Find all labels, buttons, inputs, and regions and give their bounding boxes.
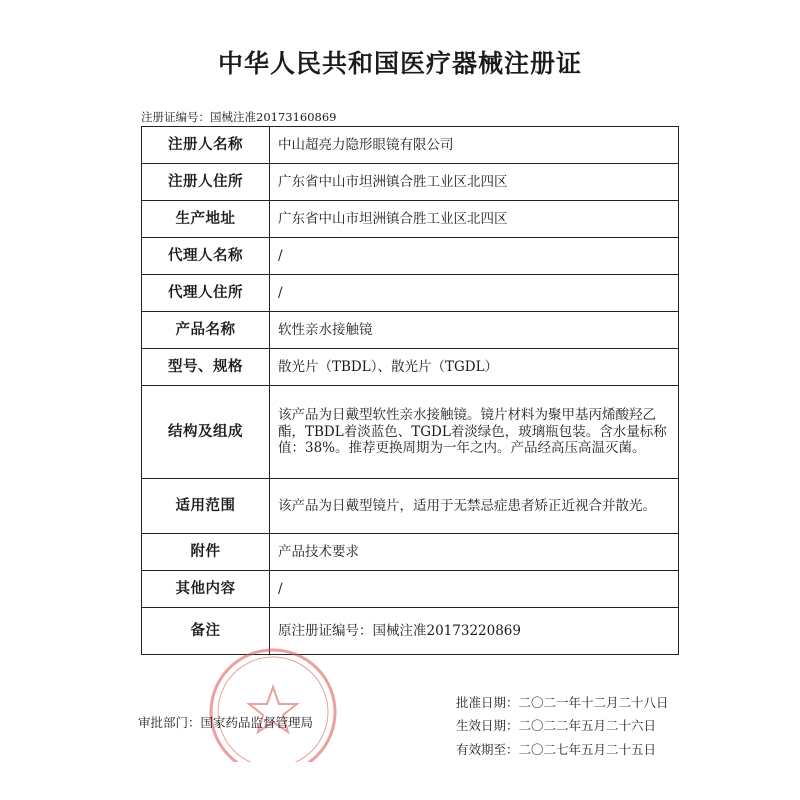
registration-number-text: 注册证编号：国械注准20173160869 bbox=[141, 110, 337, 124]
approval-date: 批准日期：二〇二一年十二月二十八日 bbox=[456, 695, 669, 710]
certificate-table bbox=[141, 126, 679, 655]
effective-date: 生效日期：二〇二二年五月二十六日 bbox=[456, 718, 657, 733]
row-label: 适用范围 bbox=[142, 479, 270, 534]
table-row bbox=[142, 164, 679, 201]
row-label: 备注 bbox=[142, 608, 270, 655]
row-value: 原注册证编号：国械注准20173220869 bbox=[270, 608, 679, 655]
row-label: 型号、规格 bbox=[142, 349, 270, 386]
table-row bbox=[142, 201, 679, 238]
table-row bbox=[142, 479, 679, 534]
row-value: 该产品为日戴型软性亲水接触镜。镜片材料为聚甲基丙烯酸羟乙酯，TBDL着淡蓝色、TGDL着淡绿色，玻璃瓶包装。含水量标称值：38%。推荐更换周期为一年之内。产品经高压高温灭菌。 bbox=[270, 386, 679, 479]
row-label: 附件 bbox=[142, 534, 270, 571]
table-row bbox=[142, 386, 679, 479]
table-row bbox=[142, 312, 679, 349]
expiry-date: 有效期至：二〇二七年五月二十五日 bbox=[456, 742, 657, 757]
row-value: / bbox=[270, 238, 679, 275]
table-row bbox=[142, 608, 679, 655]
row-label: 生产地址 bbox=[142, 201, 270, 238]
approving-department: 审批部门：国家药品监督管理局 bbox=[138, 715, 314, 730]
row-value: 中山超亮力隐形眼镜有限公司 bbox=[270, 127, 679, 164]
row-label: 代理人住所 bbox=[142, 275, 270, 312]
document-title: 中华人民共和国医疗器械注册证 bbox=[217, 49, 582, 78]
row-value: 该产品为日戴型镜片，适用于无禁忌症患者矫正近视合并散光。 bbox=[270, 479, 679, 534]
row-value: / bbox=[270, 571, 679, 608]
table-row bbox=[142, 238, 679, 275]
row-label: 注册人住所 bbox=[142, 164, 270, 201]
row-value: 软性亲水接触镜 bbox=[270, 312, 679, 349]
row-value: 广东省中山市坦洲镇合胜工业区北四区 bbox=[270, 164, 679, 201]
row-label: 注册人名称 bbox=[142, 127, 270, 164]
table-row bbox=[142, 275, 679, 312]
row-value: 产品技术要求 bbox=[270, 534, 679, 571]
table-row bbox=[142, 534, 679, 571]
row-label: 其他内容 bbox=[142, 571, 270, 608]
row-value: 广东省中山市坦洲镇合胜工业区北四区 bbox=[270, 201, 679, 238]
table-row bbox=[142, 127, 679, 164]
row-value: / bbox=[270, 275, 679, 312]
row-label: 结构及组成 bbox=[142, 386, 270, 479]
table-row bbox=[142, 571, 679, 608]
row-label: 产品名称 bbox=[142, 312, 270, 349]
row-label: 代理人名称 bbox=[142, 238, 270, 275]
row-value: 散光片（TBDL）、散光片（TGDL） bbox=[270, 349, 679, 386]
table-row bbox=[142, 349, 679, 386]
registration-number bbox=[141, 109, 336, 125]
